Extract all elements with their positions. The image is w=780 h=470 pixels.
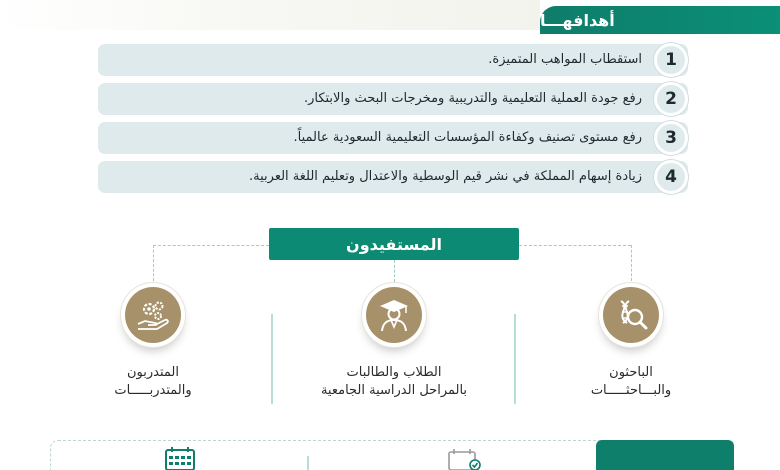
goals-section-title xyxy=(540,6,780,34)
goal-item-3 xyxy=(98,122,688,154)
dna-magnifier-icon xyxy=(603,287,659,343)
connector-line xyxy=(153,245,269,246)
goal-number-badge: 3 xyxy=(654,121,688,155)
next-section-tab xyxy=(596,440,734,470)
trainees-icon-badge xyxy=(120,282,186,348)
label-line-1: الباحثون xyxy=(609,365,653,380)
students-label xyxy=(314,364,474,400)
connector-line xyxy=(394,260,395,282)
goal-text: استقطاب المواهب المتميزة. xyxy=(488,52,642,67)
goal-text: رفع مستوى تصنيف وكفاءة المؤسسات التعليمية السعودية عالمياً. xyxy=(293,130,642,145)
column-divider xyxy=(271,314,273,404)
connector-line xyxy=(519,245,631,246)
goal-number-badge: 2 xyxy=(654,82,688,116)
students-icon-badge xyxy=(361,282,427,348)
graduate-icon xyxy=(366,287,422,343)
researchers-label xyxy=(551,364,711,400)
header-fade-bar xyxy=(0,0,540,30)
connector-line xyxy=(631,245,632,281)
goal-number-badge: 1 xyxy=(654,43,688,77)
beneficiaries-title xyxy=(269,228,519,260)
column-divider xyxy=(514,314,516,404)
goal-text: زيادة إسهام المملكة في نشر قيم الوسطية والاعتدال وتعليم اللغة العربية. xyxy=(249,169,642,184)
column-divider xyxy=(307,456,309,470)
goal-item-4 xyxy=(98,161,688,193)
calendar-check-icon xyxy=(447,448,483,470)
goal-text: رفع جودة العملية التعليمية والتدريبية ومخرجات البحث والابتكار. xyxy=(303,91,642,106)
connector-line xyxy=(153,245,154,281)
beneficiaries-title-text: المستفيدون xyxy=(346,234,442,254)
label-line-2: والبـــاحثـــــات xyxy=(590,383,672,398)
goal-number-badge: 4 xyxy=(654,160,688,194)
label-line-2: والمتدربـــــات xyxy=(114,383,192,398)
label-line-1: المتدربون xyxy=(127,365,179,380)
calendar-icon xyxy=(164,446,196,470)
researchers-icon-badge xyxy=(598,282,664,348)
next-section-box xyxy=(50,440,610,470)
label-line-2: بالمراحل الدراسية الجامعية xyxy=(320,383,468,398)
trainees-label xyxy=(73,364,233,400)
goals-title-text: أهدافهـــا xyxy=(540,10,615,30)
gears-hand-icon xyxy=(125,287,181,343)
label-line-1: الطلاب والطالبات xyxy=(346,365,442,380)
goal-item-1 xyxy=(98,44,688,76)
goal-item-2 xyxy=(98,83,688,115)
